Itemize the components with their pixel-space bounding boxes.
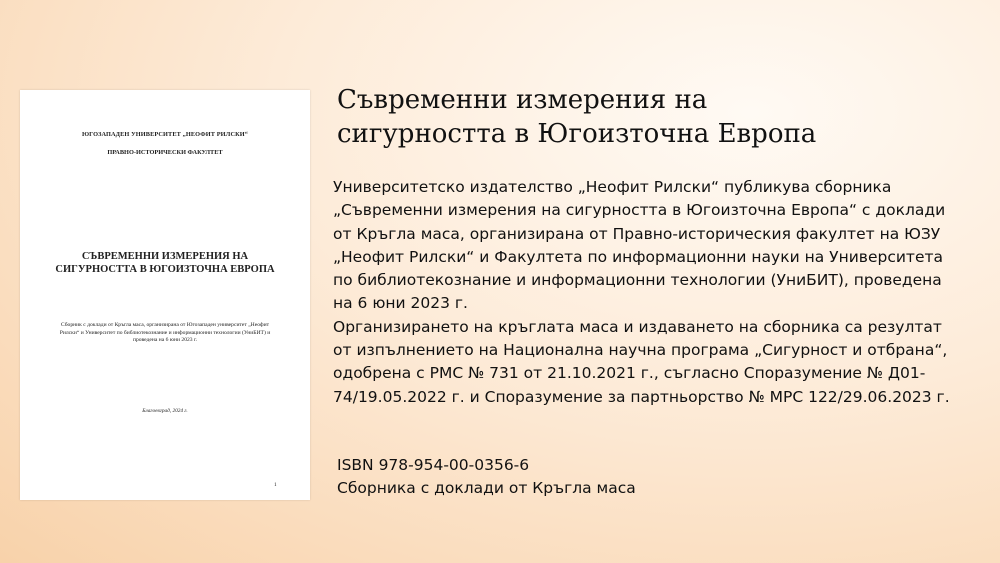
description-paragraph-2: Организирането на кръглата маса и издаването на сборника са резултат от изпълнението на Национална научна програма „Сигурност и отбрана“, одобрена с РМС № 731 от 21.10.2021 г., съгласно Споразумение № Д01-74/19.05.2022 г. и Споразумение за партньорство № МРС 122/29.06.2023 г.	[333, 317, 950, 406]
cover-place-year: Благоевград, 2024 г.	[142, 408, 188, 414]
isbn-block	[337, 454, 737, 499]
description-paragraph-1: Университетско издателство „Неофит Рилски“ публикува сборника „Съвременни измерения на сигурността в Югоизточна Европа“ с доклади от Кръгла маса, организирана от Правно-историческия факултет на ЮЗУ „Неофит Рилски“ и Факултета по информационни науки на Университета по библиотекознание и информационни технологии (УниБИТ), проведена на 6 юни 2023 г.	[333, 178, 946, 313]
description-text	[333, 176, 953, 409]
book-cover-image	[20, 90, 310, 500]
cover-page-number: 1	[274, 482, 277, 488]
cover-faculty: ПРАВНО-ИСТОРИЧЕСКИ ФАКУЛТЕТ	[107, 149, 223, 156]
cover-university: ЮГОЗАПАДЕН УНИВЕРСИТЕТ „НЕОФИТ РИЛСКИ“	[81, 131, 249, 138]
slide-title-line-2: сигурността в Югоизточна Европа	[337, 119, 817, 149]
isbn-number: ISBN 978-954-00-0356-6	[337, 456, 530, 474]
cover-description: Сборник с доклади от Кръгла маса, организирана от Югозападен университет „Неофит Рилски“ и Университет по библиотекознание и информационни технологии (УниБИТ) и проведена на 6 юни 2023 г.	[59, 322, 271, 344]
slide-title	[337, 83, 937, 151]
isbn-caption: Сборника с доклади от Кръгла маса	[337, 478, 636, 497]
slide-title-line-1: Съвременни измерения на	[337, 85, 708, 115]
cover-title: СЪВРЕМЕННИ ИЗМЕРЕНИЯ НА СИГУРНОСТТА В ЮГОИЗТОЧНА ЕВРОПА	[55, 251, 275, 275]
